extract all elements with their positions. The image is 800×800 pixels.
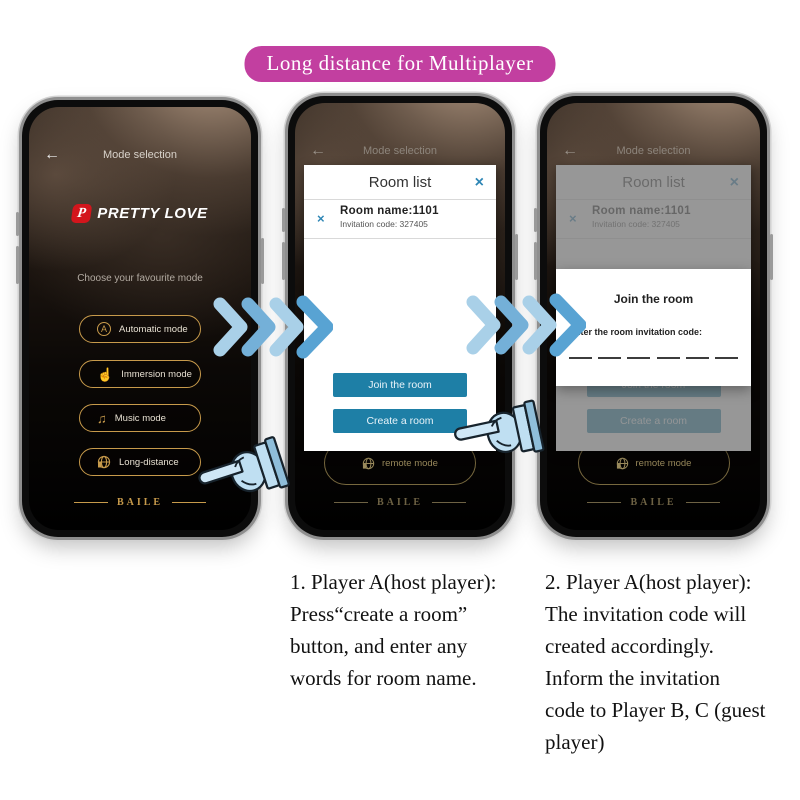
chevron-arrows-icon — [213, 295, 333, 359]
brand-logo — [29, 204, 251, 223]
globe-icon — [362, 457, 375, 470]
caption-step-1 — [290, 566, 548, 694]
side-button — [282, 242, 285, 280]
footer-brand — [295, 497, 505, 508]
caption-line: code to Player B, C (guest — [545, 698, 766, 722]
create-room-button[interactable]: Create a room — [333, 409, 467, 433]
rule-line — [74, 502, 108, 503]
room-name: Room name:1101 — [340, 205, 439, 217]
caption-line: The invitation code will — [545, 602, 747, 626]
back-arrow-icon[interactable]: ← — [310, 142, 326, 159]
app-header — [29, 146, 251, 163]
remove-room-icon[interactable]: × — [317, 211, 325, 226]
mode-button-automatic[interactable] — [79, 315, 201, 343]
caption-line: 1. Player A(host player): — [290, 570, 497, 594]
caption-line: Press“create a room” — [290, 602, 468, 626]
rule-line — [432, 502, 466, 503]
app-header — [295, 142, 505, 159]
caption-step-2 — [545, 566, 797, 758]
code-slot — [627, 357, 650, 359]
caption-line: player) — [545, 730, 605, 754]
brand-name: PRETTY LOVE — [97, 205, 208, 222]
footer-brand — [547, 497, 760, 508]
room-list-item[interactable] — [304, 200, 496, 239]
close-icon[interactable]: × — [474, 174, 484, 191]
mode-button-music[interactable] — [79, 404, 201, 432]
code-slot — [598, 357, 621, 359]
page-title: Mode selection — [616, 145, 691, 157]
side-button — [770, 234, 773, 280]
mode-label: Immersion mode — [121, 368, 192, 380]
code-slot — [569, 357, 592, 359]
page-title: Mode selection — [103, 149, 177, 161]
mode-button-immersion[interactable] — [79, 360, 201, 388]
rule-line — [686, 502, 720, 503]
caption-line: Inform the invitation — [545, 666, 720, 690]
remote-mode-label: remote mode — [382, 457, 438, 469]
side-button — [534, 242, 537, 280]
app-header — [547, 142, 760, 159]
hand-icon: ☝ — [97, 366, 114, 382]
caption-line: created accordingly. — [545, 634, 714, 658]
rule-line — [587, 502, 621, 503]
globe-icon — [97, 455, 111, 469]
code-slot — [657, 357, 680, 359]
side-button — [16, 246, 19, 284]
invitation-code: Invitation code: 327405 — [340, 219, 428, 229]
mode-label: Automatic mode — [119, 323, 188, 335]
side-button — [534, 208, 537, 232]
dialog-title: Room list — [368, 174, 432, 191]
back-arrow-icon[interactable]: ← — [44, 146, 60, 163]
mode-label: Music mode — [114, 412, 166, 424]
music-notes-icon: ♫ — [97, 410, 107, 426]
choose-mode-subtitle: Choose your favourite mode — [77, 273, 203, 284]
footer-brand-text: BAILE — [116, 497, 164, 508]
globe-icon — [616, 457, 629, 470]
mode-button-long-distance[interactable] — [79, 448, 201, 476]
invitation-code-prompt: Enter the room invitation code: — [569, 327, 703, 337]
popup-title: Join the room — [613, 292, 694, 306]
dialog-title-bar — [304, 165, 496, 200]
mode-label: Long-distance — [119, 456, 179, 468]
rule-line — [334, 502, 368, 503]
footer-brand-text: BAILE — [630, 497, 677, 508]
caption-line: 2. Player A(host player): — [545, 570, 752, 594]
footer-brand-text: BAILE — [376, 497, 424, 508]
join-room-button[interactable]: Join the room — [333, 373, 467, 397]
chevron-arrows-icon — [466, 293, 586, 357]
side-button — [282, 208, 285, 232]
banner: Long distance for Multiplayer — [244, 46, 555, 82]
code-slot — [715, 357, 738, 359]
page-title: Mode selection — [363, 145, 437, 157]
side-button — [515, 234, 518, 280]
side-button — [16, 212, 19, 236]
rule-line — [172, 502, 206, 503]
code-slot — [686, 357, 709, 359]
caption-line: words for room name. — [290, 666, 477, 690]
back-arrow-icon[interactable]: ← — [562, 142, 578, 159]
invitation-code-input[interactable] — [569, 357, 738, 359]
remote-mode-label: remote mode — [635, 457, 692, 469]
circled-a-icon: A — [97, 322, 111, 336]
side-button — [261, 238, 264, 284]
logo-badge-icon: P — [71, 204, 93, 223]
caption-line: button, and enter any — [290, 634, 468, 658]
